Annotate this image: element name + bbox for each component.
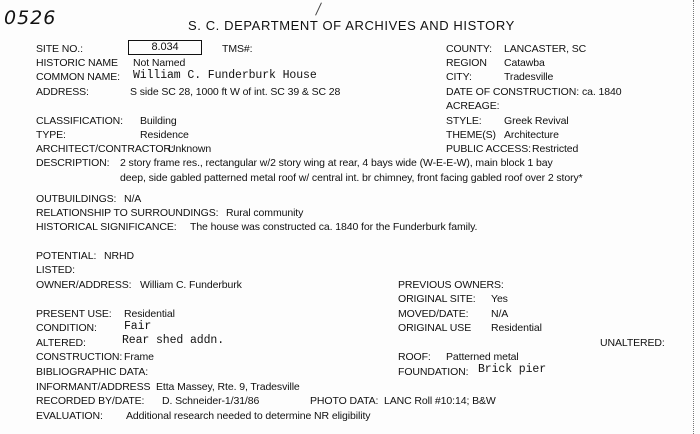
- card-number: 0526: [4, 7, 57, 29]
- relationship-label: RELATIONSHIP TO SURROUNDINGS:: [36, 207, 219, 219]
- public-access-value: Restricted: [532, 143, 579, 155]
- foundation-value: Brick pier: [478, 363, 547, 376]
- construction-label: CONSTRUCTION:: [36, 351, 123, 363]
- foundation-label: FOUNDATION:: [398, 366, 469, 378]
- evaluation-label: EVALUATION:: [36, 410, 103, 422]
- altered-value: Rear shed addn.: [122, 334, 225, 347]
- page-title: S. C. DEPARTMENT OF ARCHIVES AND HISTORY: [188, 18, 515, 33]
- moved-date-label: MOVED/DATE:: [398, 308, 469, 320]
- site-no-label: SITE NO.:: [36, 43, 83, 55]
- historical-significance-label: HISTORICAL SIGNIFICANCE:: [36, 221, 177, 233]
- bibliographic-label: BIBLIOGRAPHIC DATA:: [36, 366, 149, 378]
- altered-label: ALTERED:: [36, 337, 86, 349]
- historic-name-label: HISTORIC NAME: [36, 57, 118, 69]
- themes-label: THEME(S): [446, 129, 496, 141]
- address-label: ADDRESS:: [36, 86, 89, 98]
- informant-value: Etta Massey, Rte. 9, Tradesville: [156, 381, 300, 393]
- recorded-label: RECORDED BY/DATE:: [36, 395, 145, 407]
- address-value: S side SC 28, 1000 ft W of int. SC 39 & SC 28: [130, 86, 341, 98]
- outbuildings-value: N/A: [124, 193, 142, 205]
- region-value: Catawba: [504, 57, 545, 69]
- recorded-value: D. Schneider-1/31/86: [162, 395, 260, 407]
- county-value: LANCASTER, SC: [504, 43, 587, 55]
- roof-label: ROOF:: [398, 351, 431, 363]
- city-label: CITY:: [446, 71, 472, 83]
- historic-name-value: Not Named: [133, 57, 186, 69]
- region-label: REGION: [446, 57, 487, 69]
- photo-data-value: LANC Roll #10:14; B&W: [384, 395, 496, 407]
- common-name-label: COMMON NAME:: [36, 71, 120, 83]
- potential-label: POTENTIAL:: [36, 250, 97, 262]
- informant-label: INFORMANT/ADDRESS: [36, 381, 151, 393]
- present-use-label: PRESENT USE:: [36, 308, 112, 320]
- original-use-label: ORIGINAL USE: [398, 322, 472, 334]
- edge-line: [692, 0, 694, 434]
- public-access-label: PUBLIC ACCESS:: [446, 143, 531, 155]
- common-name-value: William C. Funderburk House: [133, 69, 317, 82]
- classification-value: Building: [140, 115, 177, 127]
- type-value: Residence: [140, 129, 189, 141]
- present-use-value: Residential: [124, 308, 175, 320]
- original-use-value: Residential: [491, 322, 542, 334]
- relationship-value: Rural community: [226, 207, 304, 219]
- potential-value: NRHD: [104, 250, 134, 262]
- condition-value: Fair: [124, 320, 152, 333]
- historical-significance-value: The house was constructed ca. 1840 for the Funderburk family.: [190, 221, 478, 233]
- description-line-2: deep, side gabled patterned metal roof w/ central int. br chimney, front facing gabled roof over 2 story*: [120, 172, 583, 184]
- classification-label: CLASSIFICATION:: [36, 115, 123, 127]
- moved-date-value: N/A: [491, 308, 509, 320]
- site-no-value: 8.034: [128, 40, 202, 55]
- description-label: DESCRIPTION:: [36, 157, 110, 169]
- themes-value: Architecture: [504, 129, 559, 141]
- photo-data-label: PHOTO DATA:: [310, 395, 379, 407]
- date-construction-value: ca. 1840: [582, 86, 622, 98]
- previous-owners-label: PREVIOUS OWNERS:: [398, 279, 504, 291]
- style-label: STYLE:: [446, 115, 482, 127]
- tms-label: TMS#:: [222, 43, 253, 55]
- owner-value: William C. Funderburk: [140, 279, 242, 291]
- outbuildings-label: OUTBUILDINGS:: [36, 193, 117, 205]
- pen-mark: [315, 2, 322, 15]
- county-label: COUNTY:: [446, 43, 492, 55]
- architect-label: ARCHITECT/CONTRACTOR:: [36, 143, 174, 155]
- condition-label: CONDITION:: [36, 322, 97, 334]
- acreage-label: ACREAGE:: [446, 100, 500, 112]
- date-construction-label: DATE OF CONSTRUCTION:: [446, 86, 580, 98]
- roof-value: Patterned metal: [446, 351, 519, 363]
- style-value: Greek Revival: [504, 115, 569, 127]
- original-site-label: ORIGINAL SITE:: [398, 293, 476, 305]
- description-line-1: 2 story frame res., rectangular w/2 story wing at rear, 4 bays wide (W-E-E-W), main block 1 bay: [120, 157, 553, 169]
- evaluation-value: Additional research needed to determine NR eligibility: [126, 410, 371, 422]
- city-value: Tradesville: [504, 71, 554, 83]
- construction-value: Frame: [124, 351, 154, 363]
- architect-value: Unknown: [168, 143, 212, 155]
- type-label: TYPE:: [36, 129, 66, 141]
- unaltered-label: UNALTERED:: [600, 337, 665, 349]
- listed-label: LISTED:: [36, 264, 75, 276]
- original-site-value: Yes: [491, 293, 508, 305]
- owner-label: OWNER/ADDRESS:: [36, 279, 132, 291]
